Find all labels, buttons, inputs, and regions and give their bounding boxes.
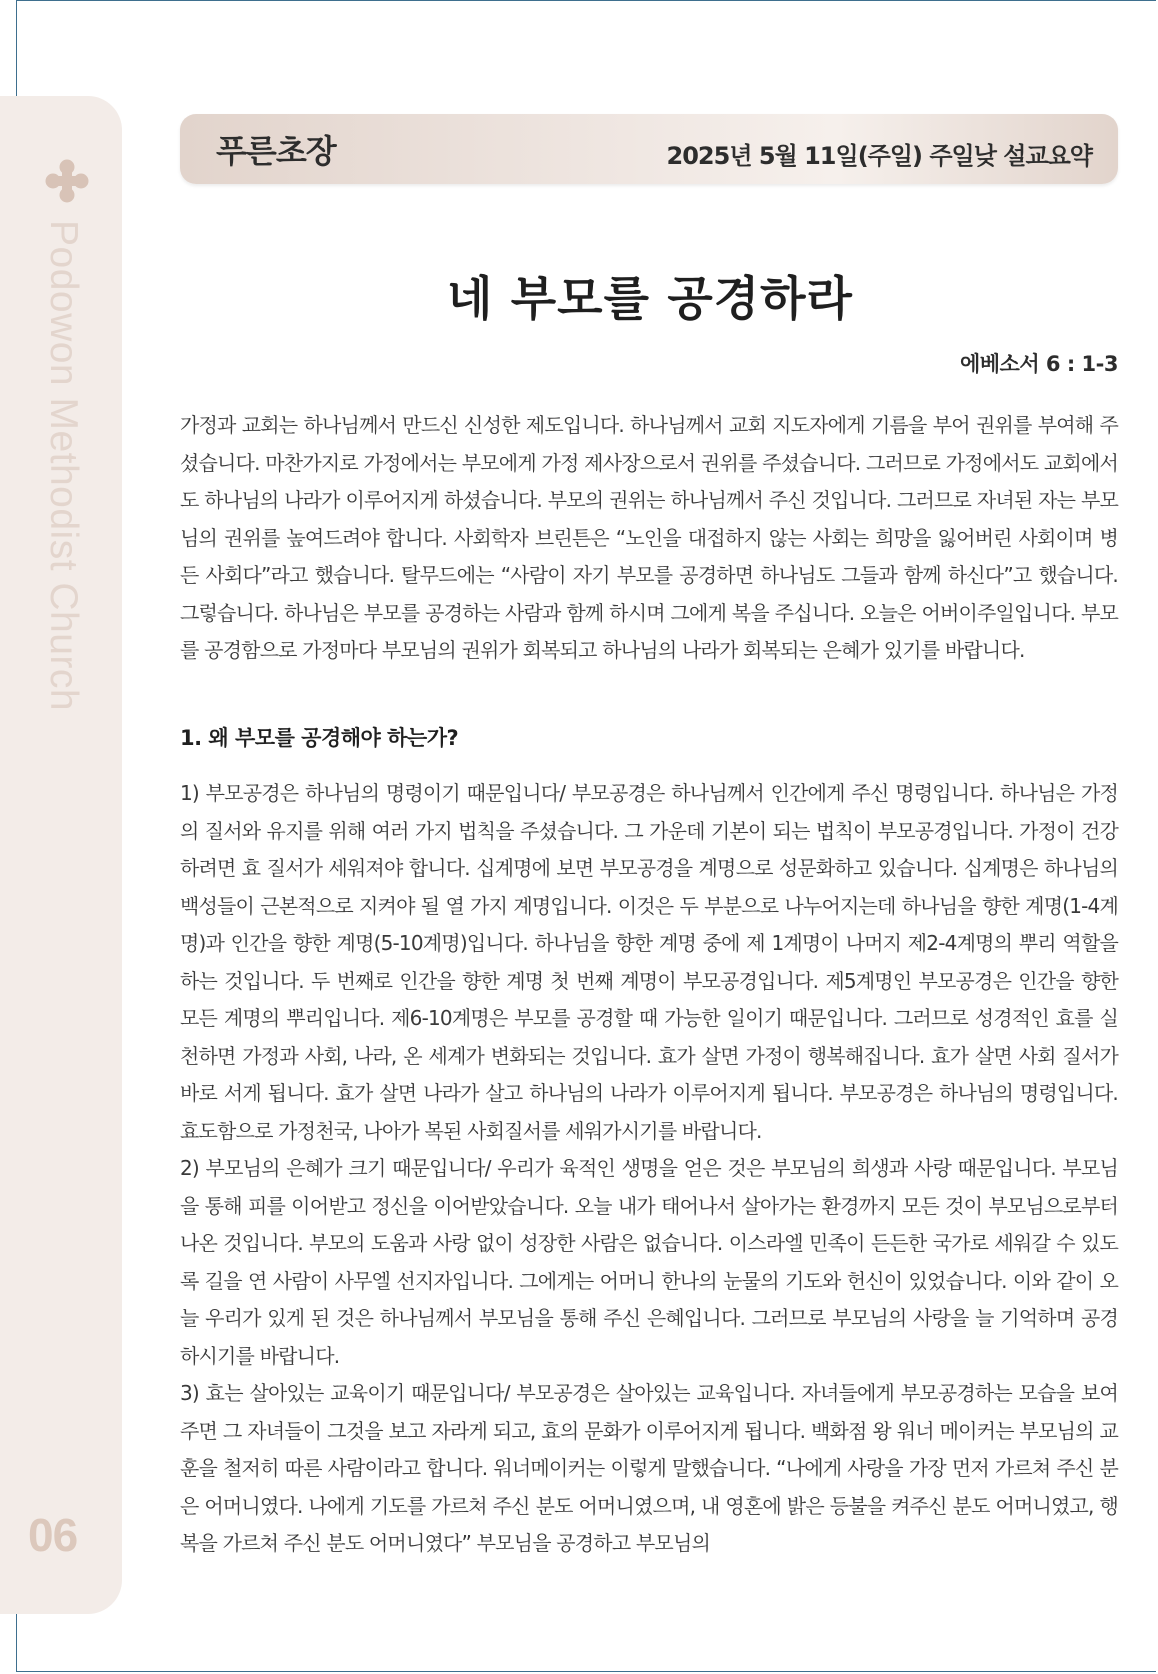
- section-label: 푸른초장: [216, 132, 336, 170]
- scripture-reference: 에베소서 6 : 1-3: [959, 352, 1118, 376]
- page-number: 06: [28, 1509, 78, 1561]
- point-paragraph-2: 2) 부모님의 은혜가 크기 때문입니다/ 우리가 육적인 생명을 얻은 것은 부모님의 희생과 사랑 때문입니다. 부모님을 통해 피를 이어받고 정신을 이어받았습니다. 오늘 내가 태어나서 살아가는 환경까지 모든 것이 부모님으로부터 나온 것입니다. 부모의 도움과 사랑 없이 성장한 사람은 없습니다. 이스라엘 민족이 든든한 국가로 세워갈 수 있도록 길을 연 사람이 사무엘 선지자입니다. 그에게는 어머니 한나의 눈물의 기도와 헌신이 있었습니다. 이와 같이 오늘 우리가 있게 된 것은 하나님께서 부모님을 통해 주신 은혜입니다. 그러므로 부모님의 사랑을 늘 기억하며 공경하시기를 바랍니다.: [180, 1156, 1118, 1368]
- sermon-date: 2025년 5월 11일(주일) 주일낮 설교요약: [666, 142, 1092, 170]
- church-name: Podowon Methodist Church: [42, 220, 85, 712]
- intro-block: [180, 407, 1118, 670]
- cross-icon: [44, 158, 90, 204]
- point-paragraph-3: 3) 효는 살아있는 교육이기 때문입니다/ 부모공경은 살아있는 교육입니다. 자녀들에게 부모공경하는 모습을 보여주면 그 자녀들이 그것을 보고 자라게 되고, 효의 문화가 이루어지게 됩니다. 백화점 왕 워너 메이커는 부모님의 교훈을 철저히 따른 사람이라고 합니다. 워너메이커는 이렇게 말했습니다. “나에게 사랑을 가장 먼저 가르쳐 주신 분은 어머니였다. 나에게 기도를 가르쳐 주신 분도 어머니였으며, 내 영혼에 밝은 등불을 켜주신 분도 어머니였고, 행복을 가르쳐 주신 분도 어머니였다” 부모님을 공경하고 부모님의: [180, 1381, 1118, 1555]
- section-heading: 1. 왜 부모를 공경해야 하는가?: [180, 726, 459, 750]
- points-block: [180, 775, 1118, 1563]
- point-paragraph-1: 1) 부모공경은 하나님의 명령이기 때문입니다/ 부모공경은 하나님께서 인간에게 주신 명령입니다. 하나님은 가정의 질서와 유지를 위해 여러 가지 법칙을 주셨습니다. 그 가운데 기본이 되는 법칙이 부모공경입니다. 가정이 건강하려면 효 질서가 세워져야 합니다. 십계명에 보면 부모공경을 계명으로 성문화하고 있습니다. 십계명은 하나님의 백성들이 근본적으로 지켜야 될 열 가지 계명입니다. 이것은 두 부분으로 나누어지는데 하나님을 향한 계명(1-4계명)과 인간을 향한 계명(5-10계명)입니다. 하나님을 향한 계명 중에 제 1계명이 나머지 제2-4계명의 뿌리 역할을 하는 것입니다. 두 번째로 인간을 향한 계명 첫 번째 계명이 부모공경입니다. 제5계명인 부모공경은 인간을 향한 모든 계명의 뿌리입니다. 제6-10계명은 부모를 공경할 때 가능한 일이기 때문입니다. 그러므로 성경적인 효를 실천하면 가정과 사회, 나라, 온 세계가 변화되는 것입니다. 효가 살면 가정이 행복해집니다. 효가 살면 사회 질서가 바로 서게 됩니다. 효가 살면 나라가 살고 하나님의 나라가 이루어지게 됩니다. 부모공경은 하나님의 명령입니다. 효도함으로 가정천국, 나아가 복된 사회질서를 세워가시기를 바랍니다.: [180, 781, 1118, 1143]
- intro-paragraph: 가정과 교회는 하나님께서 만드신 신성한 제도입니다. 하나님께서 교회 지도자에게 기름을 부어 권위를 부여해 주셨습니다. 마찬가지로 가정에서는 부모에게 가정 제사장으로서 권위를 주셨습니다. 그러므로 가정에서도 교회에서도 하나님의 나라가 이루어지게 하셨습니다. 부모의 권위는 하나님께서 주신 것입니다. 그러므로 자녀된 자는 부모님의 권위를 높여드려야 합니다. 사회학자 브린튼은 “노인을 대접하지 않는 사회는 희망을 잃어버린 사회이며 병든 사회다”라고 했습니다. 탈무드에는 “사람이 자기 부모를 공경하면 하나님도 그들과 함께 하신다”고 했습니다. 그렇습니다. 하나님은 부모를 공경하는 사람과 함께 하시며 그에게 복을 주십니다. 오늘은 어버이주일입니다. 부모를 공경함으로 가정마다 부모님의 권위가 회복되고 하나님의 나라가 회복되는 은혜가 있기를 바랍니다.: [180, 413, 1118, 662]
- sermon-title: 네 부모를 공경하라: [447, 272, 853, 327]
